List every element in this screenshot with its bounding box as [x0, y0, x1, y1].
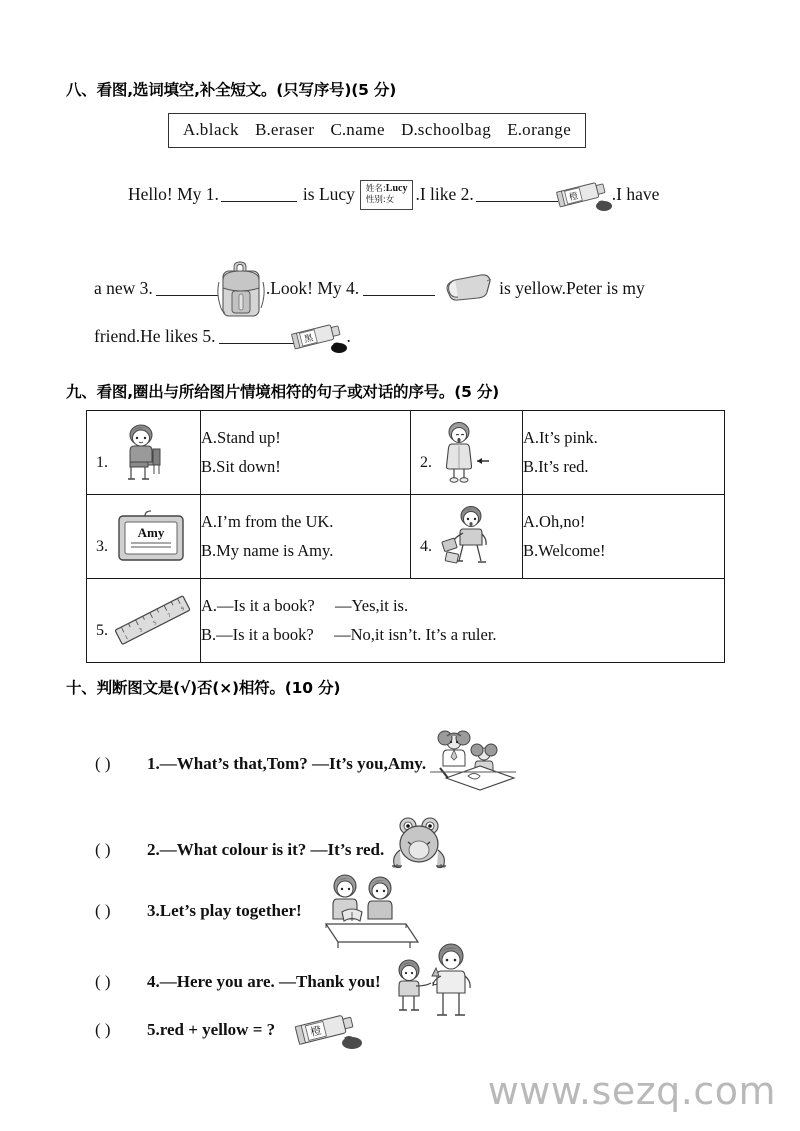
word-bank-word: eraser [270, 120, 315, 139]
svg-text:9: 9 [180, 605, 186, 613]
q9-option[interactable] [523, 453, 724, 482]
q9-option-letter: B. [201, 456, 217, 476]
svg-text:橙: 橙 [309, 1023, 324, 1040]
q9-item-number: 4. [420, 538, 432, 555]
id-card [360, 180, 414, 210]
word-bank-word: name [346, 120, 386, 139]
q9-option-letter: B. [201, 540, 217, 560]
tf-answer-box[interactable]: ( ) [95, 1020, 111, 1039]
svg-text:3: 3 [138, 626, 144, 634]
q9-option-letter: A. [523, 511, 540, 531]
q9-option-letter: A. [201, 427, 218, 447]
orange-paint-tube-icon [291, 1010, 365, 1050]
q9-option-letter: A. [523, 427, 540, 447]
q9-options-cell-3 [201, 495, 411, 579]
q9-option-text: Sit down! [216, 456, 281, 476]
q9-dialogue-ask: —Is it a book? [216, 624, 314, 644]
word-bank-letter: E. [507, 120, 523, 139]
orange-paint-tube-icon [552, 178, 614, 212]
id-card-name-value: Lucy [385, 182, 408, 194]
q9-dialogue-option[interactable] [201, 621, 724, 650]
q9-option[interactable] [201, 508, 410, 537]
section-nine-heading: 九、看图,圈出与所给图片情境相符的句子或对话的序号。(5 分) [66, 383, 500, 401]
q9-option-text: My name is Amy. [216, 540, 334, 560]
word-bank-word: black [199, 120, 240, 139]
cloze-line-3 [94, 320, 351, 354]
tf-answer-box[interactable]: ( ) [95, 901, 111, 920]
cloze-text: a new 3. [94, 278, 153, 299]
tf-text: —What colour is it? —It’s red. [159, 840, 385, 859]
cloze-text: friend.He likes 5. [94, 326, 216, 347]
svg-text:5: 5 [152, 619, 159, 627]
q9-option[interactable] [201, 424, 410, 453]
cloze-text: .Look! My 4. [265, 278, 360, 299]
q9-option-letter: A. [201, 511, 218, 531]
q9-picture-cell-5 [87, 579, 201, 663]
name-badge-text: Amy [137, 524, 165, 540]
q9-option-text: Stand up! [217, 427, 281, 447]
id-card-name-label: 姓名: [365, 183, 386, 194]
child-sitting-icon [115, 422, 179, 484]
tf-number: 1. [147, 754, 160, 773]
q9-picture-cell-1 [87, 411, 201, 495]
cloze-text: .I like 2. [415, 184, 474, 205]
q9-option-letter: B. [201, 624, 217, 644]
id-card-gender-label: 性别: [365, 195, 386, 206]
cloze-blank-3[interactable] [156, 282, 218, 296]
black-paint-tube-icon [287, 320, 349, 354]
cloze-text: is yellow.Peter is my [499, 278, 645, 299]
tf-number: 2. [147, 840, 160, 859]
q9-option[interactable] [523, 508, 724, 537]
word-bank-option [255, 120, 314, 139]
q9-option[interactable] [201, 537, 410, 566]
tf-number: 3. [147, 901, 160, 920]
svg-text:!: ! [467, 505, 470, 513]
watermark: www.sezq.com [487, 1069, 776, 1113]
cloze-blank-2[interactable] [476, 188, 558, 202]
q9-option-text: Welcome! [538, 540, 606, 560]
ruler-icon [111, 592, 195, 650]
word-bank-word: schoolbag [417, 120, 492, 139]
two-boys-reading-icon [312, 872, 420, 950]
eraser-icon [431, 272, 497, 306]
cloze-text: . [346, 326, 351, 347]
section-eight-heading: 八、看图,选词填空,补全短文。(只写序号)(5 分) [66, 81, 397, 99]
tf-answer-box[interactable]: ( ) [95, 972, 111, 991]
cloze-text: Hello! My 1. [128, 184, 219, 205]
schoolbag-icon [214, 258, 268, 320]
svg-text:7: 7 [166, 612, 173, 619]
cloze-blank-5[interactable] [219, 330, 295, 344]
tf-item-5 [95, 1010, 365, 1050]
cloze-blank-4[interactable] [363, 282, 435, 296]
q9-option-text: It’s red. [538, 456, 589, 476]
word-bank-letter: B. [255, 120, 271, 139]
word-bank-letter: A. [183, 120, 200, 139]
id-card-gender-value: 女 [385, 195, 395, 206]
name-badge-icon [113, 507, 189, 567]
q9-item-number: 2. [420, 454, 432, 471]
q9-picture-cell-4 [411, 495, 523, 579]
q9-option-text: Oh,no! [539, 511, 586, 531]
tf-text: red + yellow = ? [159, 1020, 276, 1039]
tf-answer-box[interactable]: ( ) [95, 840, 111, 859]
section-nine-table [86, 410, 725, 663]
man-handing-item-icon [387, 940, 483, 1018]
cloze-line-1 [128, 178, 659, 212]
q9-options-cell-4 [523, 495, 725, 579]
q9-options-cell-1 [201, 411, 411, 495]
q9-option[interactable] [523, 424, 724, 453]
id-card-name-row [366, 183, 408, 196]
tf-item-3 [95, 872, 420, 950]
q9-item-number: 5. [96, 622, 108, 639]
q9-option-letter: B. [523, 540, 539, 560]
id-card-gender-row [366, 195, 408, 206]
cloze-line-2 [94, 258, 645, 320]
q9-picture-cell-3 [87, 495, 201, 579]
svg-text:1: 1 [123, 633, 130, 641]
section-ten-heading: 十、判断图文是(√)否(×)相符。(10 分) [66, 679, 341, 697]
q9-option-letter: B. [523, 456, 539, 476]
svg-text:橙: 橙 [567, 191, 580, 204]
svg-text:黑: 黑 [302, 333, 314, 346]
word-bank-option [401, 120, 491, 139]
word-bank [168, 113, 586, 148]
tf-text: Let’s play together! [159, 901, 302, 920]
two-girls-drawing-icon [428, 728, 518, 800]
tf-answer-box[interactable]: ( ) [95, 754, 111, 773]
tf-number: 4. [147, 972, 160, 991]
q9-dialogue-reply: —No,it isn’t. It’s a ruler. [334, 624, 497, 644]
q9-item-number: 3. [96, 538, 108, 555]
tf-text: —Here you are. —Thank you! [159, 972, 381, 991]
q9-option[interactable] [201, 453, 410, 482]
tf-item-2 [95, 830, 450, 870]
word-bank-letter: D. [401, 120, 418, 139]
q9-option-text: It’s pink. [539, 427, 598, 447]
q9-options-cell-2 [523, 411, 725, 495]
q9-options-cell-5 [201, 579, 725, 663]
q9-option-text: I’m from the UK. [217, 511, 334, 531]
tf-text: —What’s that,Tom? —It’s you,Amy. [159, 754, 427, 773]
tf-number: 5. [147, 1020, 160, 1039]
boy-dropping-books-icon [437, 504, 499, 570]
word-bank-word: orange [522, 120, 572, 139]
q9-dialogue-reply: —Yes,it is. [335, 595, 409, 615]
q9-item-number: 1. [96, 454, 108, 471]
q9-option-letter: A. [201, 595, 218, 615]
word-bank-option [330, 120, 385, 139]
word-bank-letter: C. [330, 120, 347, 139]
q9-picture-cell-2 [411, 411, 523, 495]
q9-dialogue-ask: —Is it a book? [217, 595, 315, 615]
table-row [87, 411, 725, 495]
cloze-blank-1[interactable] [221, 188, 297, 202]
girl-in-dress-icon [437, 420, 497, 486]
word-bank-option [183, 120, 239, 139]
tf-item-4 [95, 946, 483, 1018]
tf-item-1 [95, 728, 518, 800]
table-row [87, 579, 725, 663]
word-bank-option [507, 120, 571, 139]
cloze-text: .I have [611, 184, 660, 205]
q9-dialogue-option[interactable] [201, 592, 724, 621]
table-row [87, 495, 725, 579]
q9-option[interactable] [523, 537, 724, 566]
cloze-text: is Lucy [302, 184, 355, 205]
frog-icon [388, 816, 450, 870]
